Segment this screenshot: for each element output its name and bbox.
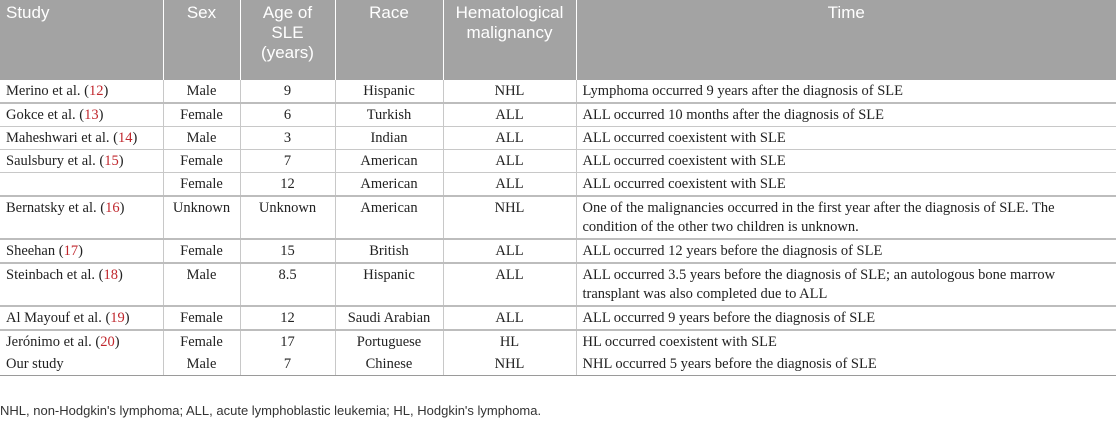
cell-sex: Female	[163, 330, 240, 353]
cell-race: Chinese	[335, 353, 443, 376]
cell-time: ALL occurred coexistent with SLE	[576, 173, 1116, 197]
header-study: Study	[0, 0, 163, 80]
cell-sex: Female	[163, 239, 240, 263]
cell-age: 3	[240, 127, 335, 150]
reference-link[interactable]: 20	[100, 334, 115, 350]
table-row	[0, 330, 1116, 353]
cell-time: ALL occurred coexistent with SLE	[576, 150, 1116, 173]
cell-study: Maheshwari et al. (14)	[0, 127, 163, 150]
cell-age: 15	[240, 239, 335, 263]
header-row	[0, 0, 1116, 80]
cell-age: 7	[240, 353, 335, 376]
cell-study: Our study	[0, 353, 163, 376]
header-malignancy: Hematological malignancy	[443, 0, 576, 80]
cell-study: Al Mayouf et al. (19)	[0, 306, 163, 330]
cell-malignancy: ALL	[443, 150, 576, 173]
reference-link[interactable]: 18	[103, 267, 118, 283]
cell-malignancy: NHL	[443, 196, 576, 239]
cell-study: Sheehan (17)	[0, 239, 163, 263]
cell-time: ALL occurred coexistent with SLE	[576, 127, 1116, 150]
cell-study: Saulsbury et al. (15)	[0, 150, 163, 173]
table-row	[0, 103, 1116, 127]
cell-malignancy: HL	[443, 330, 576, 353]
cell-age: 6	[240, 103, 335, 127]
reference-link[interactable]: 15	[104, 153, 119, 169]
cell-age: 7	[240, 150, 335, 173]
cell-race: American	[335, 173, 443, 197]
cell-sex: Female	[163, 103, 240, 127]
table-body	[0, 80, 1116, 376]
cell-age: 17	[240, 330, 335, 353]
cell-time: Lymphoma occurred 9 years after the diagnosis of SLE	[576, 80, 1116, 103]
cell-race: Hispanic	[335, 80, 443, 103]
table-row	[0, 353, 1116, 376]
cell-sex: Male	[163, 353, 240, 376]
cell-malignancy: ALL	[443, 127, 576, 150]
table-row	[0, 239, 1116, 263]
cell-age: 12	[240, 306, 335, 330]
cell-race: Portuguese	[335, 330, 443, 353]
cell-malignancy: ALL	[443, 103, 576, 127]
cell-race: Saudi Arabian	[335, 306, 443, 330]
header-race: Race	[335, 0, 443, 80]
table-row	[0, 150, 1116, 173]
cell-study: Gokce et al. (13)	[0, 103, 163, 127]
reference-link[interactable]: 13	[84, 107, 99, 123]
table-header	[0, 0, 1116, 80]
cell-age: 8.5	[240, 263, 335, 306]
table-row	[0, 173, 1116, 197]
table-row	[0, 127, 1116, 150]
cell-race: Hispanic	[335, 263, 443, 306]
reference-link[interactable]: 14	[117, 130, 133, 146]
cell-time: NHL occurred 5 years before the diagnosis of SLE	[576, 353, 1116, 376]
cell-time: ALL occurred 10 months after the diagnosis of SLE	[576, 103, 1116, 127]
cell-malignancy: NHL	[443, 80, 576, 103]
cell-malignancy: ALL	[443, 173, 576, 197]
reference-link[interactable]: 16	[105, 200, 120, 216]
cell-sex: Male	[163, 127, 240, 150]
cell-race: British	[335, 239, 443, 263]
cell-time: ALL occurred 12 years before the diagnosis of SLE	[576, 239, 1116, 263]
cell-time: ALL occurred 9 years before the diagnosis of SLE	[576, 306, 1116, 330]
table-row	[0, 80, 1116, 103]
cell-study: Steinbach et al. (18)	[0, 263, 163, 306]
cell-sex: Female	[163, 306, 240, 330]
header-time: Time	[576, 0, 1116, 80]
cell-race: American	[335, 150, 443, 173]
cell-time: ALL occurred 3.5 years before the diagnosis of SLE; an autologous bone marrow transplant was also completed due to ALL	[576, 263, 1116, 306]
cell-race: American	[335, 196, 443, 239]
reference-link[interactable]: 19	[110, 310, 125, 326]
cell-study: Jerónimo et al. (20)	[6, 334, 120, 350]
header-sex: Sex	[163, 0, 240, 80]
table-row	[0, 306, 1116, 330]
cell-malignancy: ALL	[443, 239, 576, 263]
cell-sex: Female	[163, 173, 240, 197]
table-row	[0, 196, 1116, 239]
cell-study: Merino et al. (12)	[0, 80, 163, 103]
header-age: Age of SLE (years)	[240, 0, 335, 80]
reference-link[interactable]: 17	[63, 243, 79, 259]
cell-malignancy: ALL	[443, 263, 576, 306]
table-row	[0, 263, 1116, 306]
cell-race: Turkish	[335, 103, 443, 127]
cell-sex: Male	[163, 80, 240, 103]
cell-time: One of the malignancies occurred in the first year after the diagnosis of SLE. The condition of the other two children is unknown.	[576, 196, 1116, 239]
cell-race: Indian	[335, 127, 443, 150]
cell-sex: Male	[163, 263, 240, 306]
cell-sex: Female	[163, 150, 240, 173]
cell-time: HL occurred coexistent with SLE	[576, 330, 1116, 353]
reference-link[interactable]: 12	[88, 83, 104, 99]
cell-age: Unknown	[240, 196, 335, 239]
cell-age: 9	[240, 80, 335, 103]
cell-malignancy: ALL	[443, 306, 576, 330]
cell-sex: Unknown	[163, 196, 240, 239]
cell-age: 12	[240, 173, 335, 197]
table-footnote: NHL, non-Hodgkin's lymphoma; ALL, acute lymphoblastic leukemia; HL, Hodgkin's lymphoma.	[0, 403, 542, 418]
cell-malignancy: NHL	[443, 353, 576, 376]
cell-study	[0, 173, 163, 197]
cell-study: Bernatsky et al. (16)	[0, 196, 163, 239]
